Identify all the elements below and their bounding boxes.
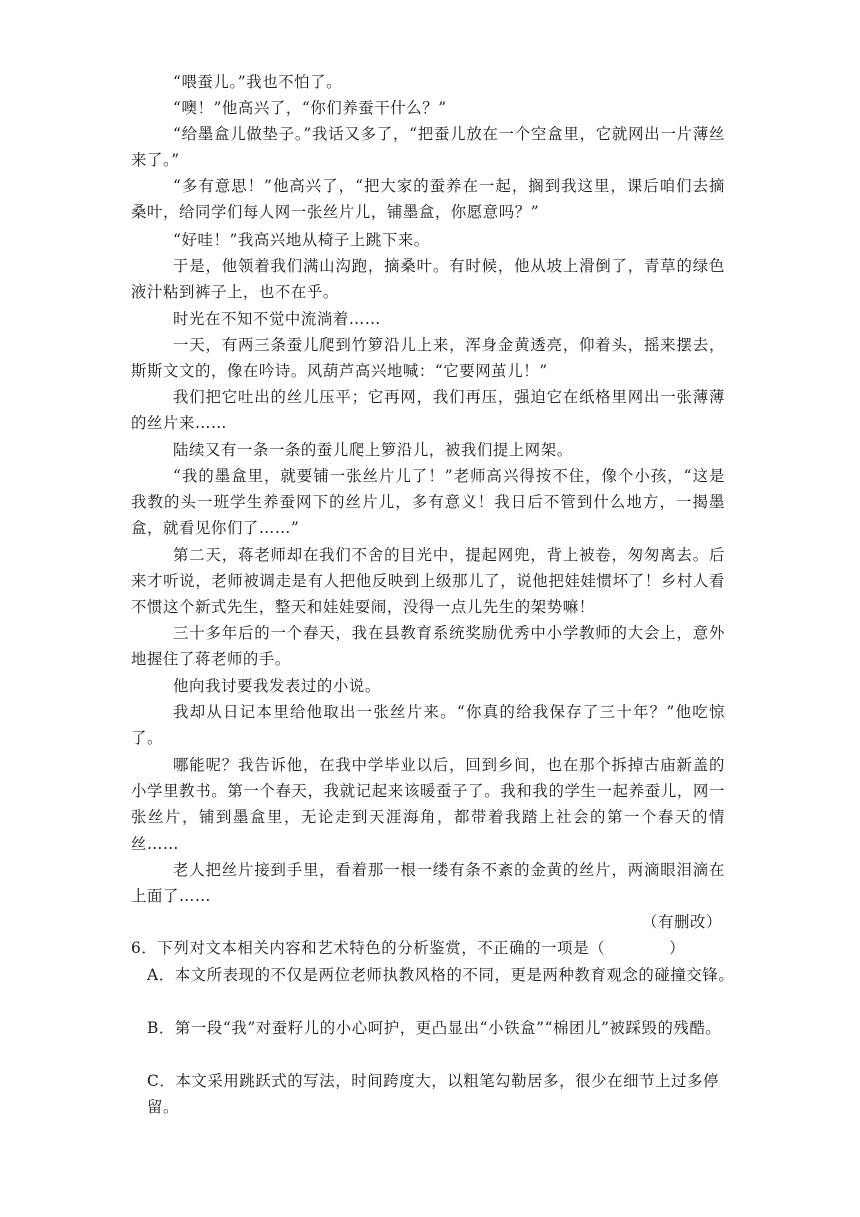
paragraph: 于是，他领着我们满山沟跑，摘桑叶。有时候，他从坡上滑倒了，青草的绿色液汁粘到裤子上，也不在乎。 [131, 257, 725, 302]
paragraph: 时光在不知不觉中流淌着…… [173, 310, 381, 328]
paragraph: 哪能呢？我告诉他，在我中学毕业以后，回到乡间，也在那个拆掉古庙新盖的小学里教书。第一个春天，我就记起来该暖蚕子了。我和我的学生一起养蚕儿，网一张丝片，铺到墨盒里，无论走到天涯海角，都带着我踏上社会的第一个春天的情丝…… [131, 756, 725, 853]
paragraph: 我却从日记本里给他取出一张丝片来。“你真的给我保存了三十年？”他吃惊了。 [131, 703, 725, 748]
paragraph: 陆续又有一条一条的蚕儿爬上箩沿儿，被我们提上网架。 [173, 441, 573, 459]
paragraph: “好哇！”我高兴地从椅子上跳下来。 [173, 231, 430, 249]
paragraph: 第二天，蒋老师却在我们不舍的目光中，提起网兜，背上被卷，匆匆离去。后来才听说，老师被调走是有人把他反映到上级那儿了，说他把娃娃惯坏了！乡村人看不惯这个新式先生，整天和娃娃耍闹，没得一点儿先生的架势嘛！ [131, 546, 725, 617]
paragraph: 老人把丝片接到手里，看着那一根一缕有条不紊的金黄的丝片，两滴眼泪滴在上面了…… [131, 861, 725, 906]
option-c: C．本文采用跳跃式的写法，时间跨度大，以粗笔勾勒居多，很少在细节上过多停留。 [147, 1072, 720, 1117]
paragraph: “喂蚕儿。”我也不怕了。 [173, 73, 343, 91]
paragraph: 他向我讨要我发表过的小说。 [173, 677, 381, 695]
paragraph: 我们把它吐出的丝儿压平；它再网，我们再压，强迫它在纸格里网出一张薄薄的丝片来…… [131, 388, 725, 433]
paragraph: “给墨盒儿做垫子。”我话又多了，“把蚕儿放在一个空盒里，它就网出一片薄丝来了。” [131, 125, 725, 170]
option-a: A．本文所表现的不仅是两位老师执教风格的不同，更是两种教育观念的碰撞交锋。 [147, 966, 735, 984]
paragraph: “多有意思！”他高兴了，“把大家的蚕养在一起，搁到我这里，课后咱们去摘桑叶，给同学们每人网一张丝片儿，铺墨盒，你愿意吗？” [131, 177, 725, 222]
paragraph: 一天，有两三条蚕儿爬到竹箩沿儿上来，浑身金黄透亮，仰着头，摇来摆去，斯斯文文的，像在吟诗。风葫芦高兴地喊：“它要网茧儿！” [131, 336, 725, 381]
paragraph: “我的墨盒里，就要铺一张丝片儿了！”老师高兴得按不住，像个小孩，“这是我教的头一班学生养蚕网下的丝片儿，多有意义！我日后不管到什么地方，一揭墨盒，就看见你们了……” [131, 467, 725, 538]
paragraph: 三十多年后的一个春天，我在县教育系统奖励优秀中小学教师的大会上，意外地握住了蒋老师的手。 [131, 624, 725, 669]
paragraph: “噢！”他高兴了，“你们养蚕干什么？” [173, 99, 447, 117]
question-stem: 6．下列对文本相关内容和艺术特色的分析鉴赏，不正确的一项是（ ） [131, 939, 686, 957]
source-note: （有删改） [642, 913, 722, 931]
option-b: B．第一段“我”对蚕籽儿的小心呵护，更凸显出“小铁盒”“棉团儿”被踩毁的残酷。 [147, 1019, 722, 1037]
